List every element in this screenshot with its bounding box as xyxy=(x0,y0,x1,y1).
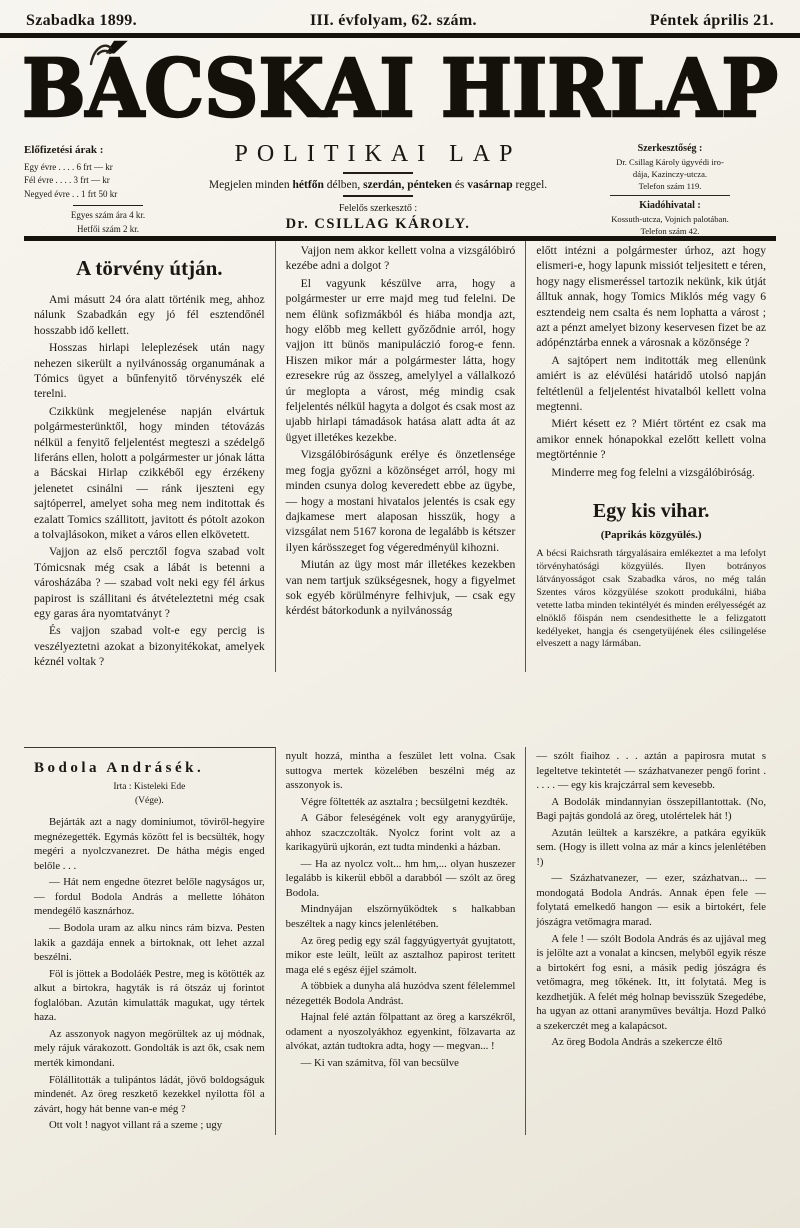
paragraph: És vajjon szabad volt-e egy percig is veszélyeztetni azokat a bizonyitékokat, amelyek kéznél voltak ? xyxy=(34,624,265,669)
divider xyxy=(343,195,413,197)
paragraph: Hosszas hirlapi leleplezések után nagy nehezen sikerült a nyilvánosság organumának a Tómics ügyet a bűnfenyitő törvényszék elé terelni. xyxy=(34,341,265,401)
article-column-1 xyxy=(24,241,275,672)
paragraph: Minderre meg fog felelni a vizsgálóbiróság. xyxy=(551,465,755,479)
feuilleton-title: Bodola Andrásék. xyxy=(34,760,205,776)
paragraph: Mindnyájan elszörnyűködtek s halkabban beszéltek a nagy kincs jelenlétében. xyxy=(285,903,516,931)
schedule-segment: szerdán, pénteken xyxy=(363,179,452,191)
paragraph: A többiek a dunyha alá huzódva szent félelemmel nézegették Bodola Andrást. xyxy=(285,980,516,1007)
second-article-subtitle: (Paprikás közgyülés.) xyxy=(600,528,702,541)
office-line: dája, Kazinczy-utcza. xyxy=(632,169,708,180)
divider xyxy=(610,195,730,196)
subscription-title: Előfizetési árak : xyxy=(24,144,104,156)
subheader xyxy=(0,138,800,236)
price-note-line: Hetfői szám 2 kr. xyxy=(77,223,139,234)
publisher-office-title: Kiadóhivatal : xyxy=(639,200,701,212)
paragraph: A bécsi Raichsrath tárgyalásaira emlékeztet a ma lefolyt törvényhatósági közgyülés. Ilyen botrányos látványosságot csak Szabadka város, no még talán Szentes város közgyülése szokott produkálni, hiába vetette latba minden tekintélyét és minden erélyességét az elnöklő főispán nem csendesithette le a felizgatott kedélyeket, hangja és csengetyüjének éles csilingelése elveszett a nagy lármában. xyxy=(536,548,766,650)
schedule-segment: reggel. xyxy=(512,179,548,191)
publisher-office-lines xyxy=(564,213,776,236)
editorial-office-title: Szerkesztőség : xyxy=(637,143,703,154)
paper-type-label: POLITIKAI LAP xyxy=(234,141,522,167)
paragraph: — Százhatvanezer, — ezer, százhatvan... — mondogatá Bodola András. Annak épen fele — folytatá emelkedő hangon — esik a birtokért, fele jószágra vetőmagra marad. xyxy=(536,872,766,929)
feuilleton-column-3-text xyxy=(536,749,766,1050)
divider xyxy=(73,205,143,206)
paragraph: Ami másutt 24 óra alatt történik meg, ahhoz nálunk Szabadkán egy jó fél esztendőnél hosszabb idő kellett. xyxy=(34,292,265,337)
feuilleton-byline: Irta : Kisteleki Ede xyxy=(113,782,186,793)
paragraph: előtt intézni a polgármester úrhoz, azt hogy elismeri-e, hogy lapunk missiót teljesitett e téren, hogy nagy elismeréssel tartozik nekünk, kik útját álltuk annak, hogy Tomics Miklós még vagy 6 esztendeig nem csalta és nem lophatta a várost ; azt a pénzt amelyet bizony keservesen fizet be az adópénztárba ennek a városnak a közönsége ? xyxy=(536,244,766,350)
office-line: Telefon szám 42. xyxy=(640,226,700,236)
second-article-text xyxy=(536,548,766,651)
article-columns xyxy=(24,241,776,672)
second-article xyxy=(536,498,766,651)
masthead-art xyxy=(8,40,792,136)
lead-article-section xyxy=(0,241,800,747)
feuilleton-column-1-text xyxy=(34,815,265,1132)
paragraph: El vagyunk készülve arra, hogy a polgármester ur erre majd meg tud felelni. De nem élünk sofizmákból és hiába mondja azt, hogy előbb meg kellett győződnie arról, hogy vajjon itt bünös manipuláczió forog-e fenn. Hiszen mikor már a polgármester látta, hogy ezresekre rúg az összeg, amelylyel a vállalkozó úr meglopta a várost, még mindig csak feljelentés nélkül hagyta a dolgot és csak most az ujabb hirlapi támadások hatása alatt adta át az ügyet illetékes kezekbe. xyxy=(285,276,516,444)
price-line: Fél évre . . . . 3 frt — kr xyxy=(24,175,110,185)
paragraph: nyult hozzá, mintha a feszület lett volna. Csak suttogva mertek közelében beszélni még az asszonyok is. xyxy=(285,750,516,792)
article-column-3 xyxy=(525,241,776,672)
paragraph: A Bodolák mindannyian összepillantottak. (No, Bagi pajtás gondolá az öreg, utolértelek hát !) xyxy=(536,795,766,823)
schedule-segment: és xyxy=(451,179,468,191)
paragraph: Hajnal felé aztán fölpattant az öreg a karszékről, odament a nyoszolyákhoz egyenkint, fölzavarta az alvókat, aztán tudtokra adta, hogy — megvan... ! xyxy=(285,1011,516,1053)
article-title: A törvény útján. xyxy=(76,256,223,280)
paragraph: Fölállitották a tulipántos ládát, jövő boldogságuk mindenét. Az öreg reszkető kezekkel nyilotta föl a závárt, hogy hát benne van-e még ? xyxy=(34,1073,265,1115)
issue-number: III. évfolyam, 62. szám. xyxy=(310,12,477,29)
editor-label: Felelős szerkesztő : xyxy=(338,203,418,214)
schedule-segment: hétfőn xyxy=(292,179,324,191)
feuilleton-part-note: (Vége). xyxy=(134,796,164,807)
feuilleton-section xyxy=(0,747,800,1217)
paragraph: Az öreg Bodola András a szekercze éltő xyxy=(551,1036,723,1049)
feuilleton-column-2-text xyxy=(286,749,516,1070)
paragraph: Vajjon az első percztől fogva szabad volt Tómicsnak még csak a lábát is betenni a városházába ? — szabad volt neki egy fél árkus papirost is szállitani és átvételeztetni még csak egy garas ára nyomtatványt ? xyxy=(34,545,265,621)
second-article-title: Egy kis vihar. xyxy=(592,500,710,523)
paragraph: Vizsgálóbiróságunk erélye és önzetlensége meg fogja győzni a közönséget arról, hogy mi minden csunya dolog keveredett ebbe az ügybe, — hogy a mostani hivatalos jelentés is csak egy dajkamese mert alaposan hisszük, hogy a vizsgálat nem 5167 korona de legalább is kétszer ilyen kárösszeget fog végeredményül kihozni. xyxy=(285,448,516,554)
price-line: Egy évre . . . . 6 frt — kr xyxy=(24,161,113,172)
ink-flourish-mark xyxy=(88,40,114,66)
paragraph: Ott volt ! nagyot villant rá a szeme ; ugy xyxy=(49,1119,223,1132)
office-line: Kossuth-utcza, Vojnich palotában. xyxy=(611,214,729,225)
paragraph: A fele ! — szólt Bodola András és az ujjával meg is jelölte azt a vonalat a kincsen, melyből egyik része a birtokért fog esni, a másik pedig jószágra és vetőmagra, meg tőkének. Itt, itt folytatá. Meg is kezdhetjük. A felét még holnap bevisszük Szegedébe, ha ugyan az ottani aranyműves beváltja. Hozd Palkó a szekerczét meg a kalapácsot. xyxy=(536,932,766,1032)
paragraph: Czikkünk megjelenése napján elvártuk polgármesterünktől, hogy minden tétovázás nélkül a fenyitő feljelentést megteszi a szédelgő liferáns ellen, holott a polgármester ur jónak látta a Bácskai Hirlap czikkéből egy érzékeny jelenetet csinálni — ránk ijeszteni egy sajtóperrel, amelyet soha meg nem inditottak és ezalatt Tomics szállitott, javitott és pótolt azokon a tolvajlásokon, miket a város ellen elkövetett. xyxy=(34,404,265,542)
paragraph: — szólt fiaihoz . . . aztán a papirosra mutat s legeltetve tekintetét — százhatvanezer pengő forint . . . . . — egy kis krajczárral sem kevesebb. xyxy=(536,750,766,792)
price-note-line: Egyes szám ára 4 kr. xyxy=(70,210,146,220)
divider xyxy=(343,172,413,174)
subscription-prices xyxy=(24,161,192,202)
paragraph: — Ki van számitva, föl van becsülve xyxy=(300,1056,459,1069)
paragraph: — Ha az nyolcz volt... hm hm,... olyan huszezer legalább is kikerül ebből a darabból — szólt az öreg Bodola. xyxy=(285,857,516,899)
paragraph: Miért késett ez ? Miért történt ez csak ma amikor ennek hónapokkal ezelőtt kellett volna megtörténnie ? xyxy=(536,417,766,462)
article-column-1-text xyxy=(34,292,265,670)
dateline-place: Szabadka 1899. xyxy=(26,12,137,29)
paragraph: A Gábor feleségének volt egy aranygyűrűje, ahhoz szaczczolták. Nyolcz forint volt az a karikagyürü ujkorán, ezt tudta mindenki a házban. xyxy=(285,812,516,854)
feuilleton-column-2 xyxy=(275,747,526,1135)
price-line: Negyed évre . . 1 frt 50 kr xyxy=(24,188,118,199)
masthead xyxy=(0,38,800,138)
subscription-box xyxy=(24,140,192,236)
paragraph: Vajjon nem akkor kellett volna a vizsgálóbiró kezébe adni a dolgot ? xyxy=(285,244,516,273)
editor-name: Dr. CSILLAG KÁROLY. xyxy=(285,216,471,232)
paragraph: Végre föltették az asztalra ; becsülgetni kezdték. xyxy=(300,795,509,808)
editorial-office-box xyxy=(564,140,776,236)
paragraph: Azután leültek a karszékre, a patkára egyikük sem. (Hogy is illett volna az már a kincs jelenlétében !) xyxy=(536,826,766,868)
paragraph: Miután az ügy most már illetékes kezekben van nem tartjuk szükségesnek, hogy a figyelmet sok egyéb körülményre felhivjuk, — csak egy kérdést bátorkodunk a nyilvánosság xyxy=(285,558,516,618)
publication-schedule xyxy=(206,179,550,191)
single-copy-prices xyxy=(24,209,192,236)
paragraph: — Hát nem engedne ötezret belőle nagyságos ur, — fordul Bodola András a mellette lóháton mendegélő kasznárhoz. xyxy=(34,876,265,918)
paper-type-box xyxy=(206,140,550,236)
schedule-segment: Megjelen minden xyxy=(208,179,293,191)
schedule-segment: délben, xyxy=(323,179,364,191)
masthead-title: BÁCSKAI HIRLAP xyxy=(22,41,778,135)
paragraph: Az öreg pedig egy szál faggyúgyertyát gyujtatott, mikor este leült, leült az asztalhoz papirost teritett maga elé s egész éjjel számolt. xyxy=(285,934,516,976)
feuilleton-columns xyxy=(24,747,776,1135)
editorial-office-lines xyxy=(564,156,776,192)
paragraph: — Bodola uram az alku nincs rám bizva. Pesten lakik a gazdája ennek a birtoknak, ott lehet azzal beszélni. xyxy=(34,922,265,964)
office-line: Telefon szám 119. xyxy=(638,181,702,192)
paragraph: Az asszonyok nagyon megörültek az uj módnak, mely rájuk várakozott. Gondolták is azt ők, csak nem merték kimondani. xyxy=(34,1027,265,1069)
article-column-2-text xyxy=(286,243,516,619)
paragraph: Bejárták azt a nagy dominiumot, töviről-hegyire megnézegették. Egymás között fel is becsülték, hogy megéri a nyolczvanezret. De hátha mégis enged belőle . . . xyxy=(34,816,265,872)
schedule-segment: vasárnap xyxy=(467,179,513,191)
dateline-bar xyxy=(0,0,800,38)
feuilleton-column-3 xyxy=(525,747,776,1135)
feuilleton-column-1 xyxy=(24,747,275,1135)
paragraph: A sajtópert nem inditották meg ellenünk amiért is az elévülési határidő utolsó napján feltétlenül a feljelentést hivatalból kellett volna megtenni. xyxy=(536,353,766,414)
dateline-date: Péntek április 21. xyxy=(649,12,774,29)
paragraph: Föl is jöttek a Bodoláék Pestre, meg is kötötték az alkut a birtokra, hagyták is rá ötszáz uj forintot foglalóban. Azután kimulatták magukat, ugy tértek haza. xyxy=(34,967,265,1024)
article-column-2 xyxy=(275,241,526,672)
article-column-3-text xyxy=(536,243,766,480)
office-line: Dr. Csillag Károly ügyvédi iro- xyxy=(616,157,724,167)
